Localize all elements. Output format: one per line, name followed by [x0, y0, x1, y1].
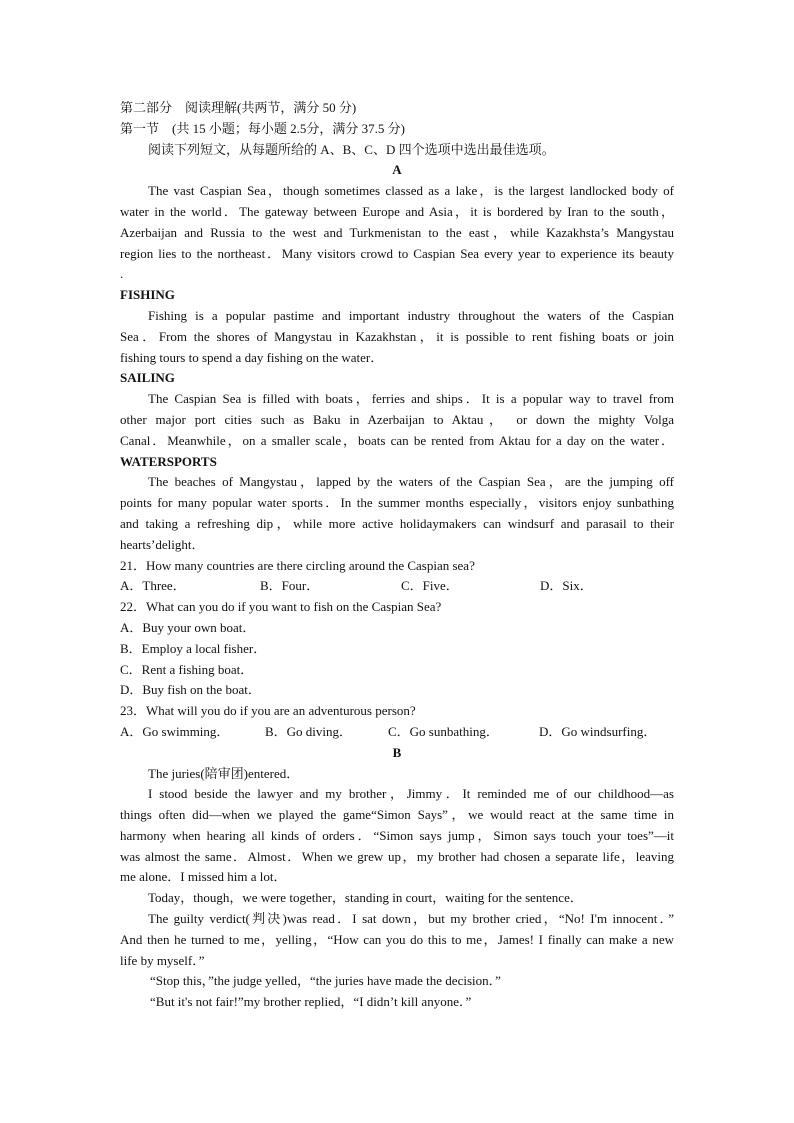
passage-b-line: “Stop this，”the judge yelled，“the juries have made the decision．”	[150, 973, 501, 989]
watersports-line: and taking a refreshing dip，while more active holidaymakers can windsurf and parasail to their	[120, 515, 674, 531]
q23-option-d[interactable]: D．Go windsurfing．	[539, 723, 657, 739]
passage-a-line: .	[120, 266, 124, 282]
q22-option-c[interactable]: C．Rent a fishing boat．	[120, 661, 254, 677]
passage-b-line: was almost the same．Almost．When we grew up，my brother had chosen a separate life，leaving	[120, 848, 674, 864]
fishing-line: fishing tours to spend a day fishing on the water．	[120, 349, 384, 365]
passage-b-line: things often did—when we played the game“Simon Says”，we would react at the same time in	[120, 807, 674, 823]
question-21-options	[120, 576, 674, 597]
watersports-line: The beaches of Mangystau，lapped by the waters of the Caspian Sea，are the jumping off	[148, 474, 674, 490]
passage-b-line: “But it's not fair!”my brother replied，“I didn’t kill anyone．”	[150, 994, 472, 1010]
q21-option-a[interactable]: A．Three．	[120, 578, 186, 594]
passage-a-line: Azerbaijan and Russia to the west and Turkmenistan to the east，while Kazakhsta’s Mangystau	[120, 224, 674, 240]
passage-b-line: Today，though，we were together，standing in court，waiting for the sentence．	[148, 890, 583, 906]
passage-b-line: The juries(陪审团)entered．	[148, 765, 300, 781]
sailing-heading: SAILING	[120, 370, 175, 386]
sailing-line: Canal．Meanwhile，on a smaller scale，boats can be rented from Aktau for a day on the water．	[120, 432, 674, 448]
watersports-heading: WATERSPORTS	[120, 453, 217, 469]
q22-option-a[interactable]: A．Buy your own boat．	[120, 619, 256, 635]
part-title: 第二部分 阅读理解(共两节，满分 50 分)	[120, 100, 357, 115]
question-23-options	[120, 722, 674, 743]
section-title: 第一节 (共 15 小题；每小题 2.5分，满分 37.5 分)	[120, 120, 405, 136]
q22-option-b[interactable]: B．Employ a local fisher．	[120, 640, 267, 656]
passage-b-line: The guilty verdict(判决)was read．I sat down，but my brother cried，“No! I'm innocent．”	[148, 911, 674, 927]
passage-a-label: A	[392, 162, 402, 178]
watersports-line: hearts’delight．	[120, 536, 205, 552]
q23-option-b[interactable]: B．Go diving．	[265, 723, 353, 739]
passage-b-label: B	[392, 744, 402, 760]
q21-option-d[interactable]: D．Six．	[540, 578, 593, 594]
watersports-line: points for many popular water sports．In the summer months especially，visitors enjoy sunbathing	[120, 495, 674, 511]
q21-option-c[interactable]: C．Five．	[401, 578, 459, 594]
exam-page	[120, 98, 674, 1013]
sailing-line: The Caspian Sea is filled with boats，ferries and ships．It is a popular way to travel from	[148, 391, 674, 407]
q23-option-a[interactable]: A．Go swimming．	[120, 723, 230, 739]
q22-option-d[interactable]: D．Buy fish on the boat．	[120, 682, 261, 698]
sailing-line: other major port cities such as Baku in Azerbaijan to Aktau， or down the mighty Volga	[120, 411, 674, 427]
question-21-stem: 21．How many countries are there circling around the Caspian sea?	[120, 557, 475, 573]
q21-option-b[interactable]: B．Four．	[260, 578, 320, 594]
question-23-stem: 23．What will you do if you are an adventurous person?	[120, 703, 416, 719]
passage-a-line: The vast Caspian Sea，though sometimes classed as a lake，is the largest landlocked body of	[148, 183, 674, 199]
instruction: 阅读下列短文，从每题所给的 A、B、C、D 四个选项中选出最佳选项。	[148, 141, 555, 157]
passage-b-line: And then he turned to me，yelling，“How can you do this to me，James! I finally can make a new	[120, 931, 674, 947]
question-22-stem: 22．What can you do if you want to fish on the Caspian Sea?	[120, 599, 442, 615]
fishing-line: Sea．From the shores of Mangystau in Kazakhstan，it is possible to rent fishing boats or join	[120, 328, 674, 344]
passage-b-line: harmony when hearing all kinds of orders．“Simon says jump，Simon says touch your toes”—it	[120, 827, 674, 843]
fishing-line: Fishing is a popular pastime and important industry throughout the waters of the Caspian	[148, 307, 674, 323]
fishing-heading: FISHING	[120, 287, 175, 303]
passage-a-line: region lies to the northeast．Many visitors crowd to Caspian Sea every year to experience its beauty	[120, 245, 674, 261]
q23-option-c[interactable]: C．Go sunbathing．	[388, 723, 499, 739]
passage-b-line: life by myself．”	[120, 952, 205, 968]
passage-b-line: me alone．I missed him a lot．	[120, 869, 287, 885]
passage-b-line: I stood beside the lawyer and my brother，Jimmy．It reminded me of our childhood—as	[148, 786, 674, 802]
passage-a-line: water in the world．The gateway between Europe and Asia，it is bordered by Iran to the south，	[120, 203, 674, 219]
